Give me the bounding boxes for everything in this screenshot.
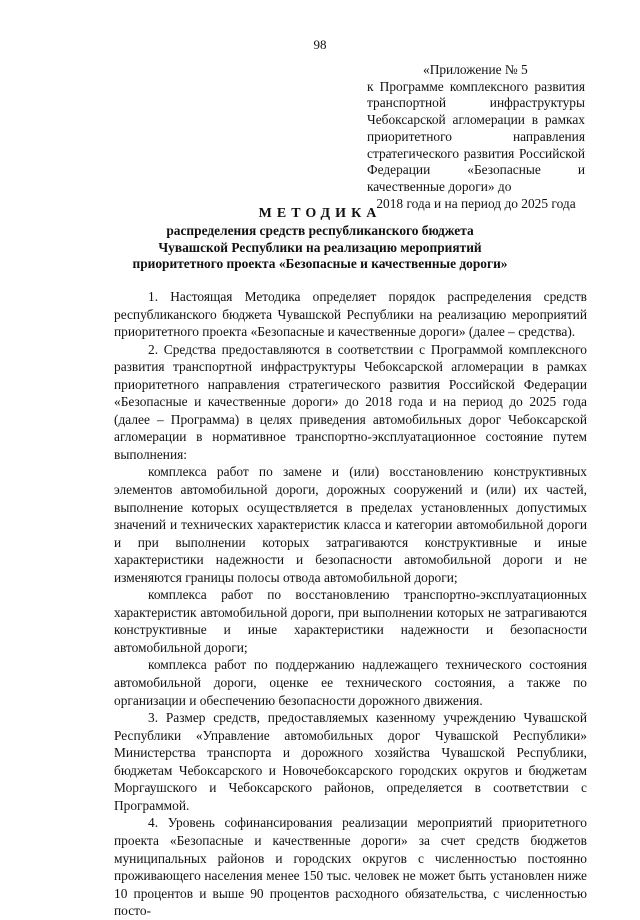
- appendix-text: к Программе комплексного развития транспортной инфраструктуры Чебоксарской агломерации в рамках приоритетного направления стратегического развития Российской Федерации «Безопасные и качественные дороги» до: [367, 78, 585, 194]
- subtitle-line-1: распределения средств республиканского бюджета: [166, 223, 474, 238]
- document-subtitle: [90, 223, 550, 273]
- paragraph-7: 4. Уровень софинансирования реализации мероприятий приоритетного проекта «Безопасные и качественные дороги» за счет средств бюджетов муниципальных районов и городских округов с численностью постоянно проживающего населения менее 150 тыс. человек не может быть установлен ниже 10 процентов и выше 90 процентов расходного обязательства, с численностью посто-: [114, 815, 587, 919]
- paragraph-6: 3. Размер средств, предоставляемых казенному учреждению Чувашской Республики «Управление автомобильных дорог Чувашской Республики» Министерства транспорта и дорожного хозяйства Чувашской Республики, бюджетам Чебоксарского и Новочебоксарского городских округов и бюджетам Моргаушского и Чебоксарского районов, определяется в соответствии с Программой.: [114, 710, 587, 813]
- paragraph-2: 2. Средства предоставляются в соответствии с Программой комплексного развития транспортной инфраструктуры Чебоксарской агломерации в рамках приоритетного направления стратегического развития Российской Федерации «Безопасные и качественные дороги» до 2018 года и на период до 2025 года (далее – Программа) в целях приведения автомобильных дорог Чебоксарской агломерации в нормативное транспортно-эксплуатационное состояние путем выполнения:: [114, 341, 587, 462]
- page-number: 98: [313, 37, 327, 52]
- paragraph-1: 1. Настоящая Методика определяет порядок распределения средств республиканского бюджета Чувашской Республики на реализацию мероприятий приоритетного проекта «Безопасные и качественные дороги» (далее – средства).: [114, 289, 587, 340]
- appendix-reference: [367, 62, 585, 212]
- paragraph-5: комплекса работ по поддержанию надлежащего технического состояния автомобильной дороги, оценке ее технического состояния, а также по организации и обеспечению безопасности дорожного движения.: [114, 657, 587, 708]
- subtitle-line-2: Чувашской Республики на реализацию мероприятий: [158, 239, 482, 255]
- appendix-title: «Приложение № 5: [423, 62, 528, 77]
- document-title: МЕТОДИКА: [258, 206, 382, 221]
- paragraph-3: комплекса работ по замене и (или) восстановлению конструктивных элементов автомобильной дороги, дорожных сооружений и (или) их частей, выполнение которых осуществляется в пределах установленных допустимых значений и технических характеристик класса и категории автомобильной дороги и при выполнении которых затрагиваются конструктивные и иные характеристики надежности и безопасности автомобильной дороги и не изменяются границы полосы отвода автомобильной дороги;: [114, 464, 587, 585]
- subtitle-line-3: приоритетного проекта «Безопасные и качественные дороги»: [132, 256, 508, 271]
- document-body: [114, 288, 587, 920]
- paragraph-4: комплекса работ по восстановлению транспортно-эксплуатационных характеристик автомобильной дороги, при выполнении которых не затрагиваются конструктивные и иные характеристики надежности и безопасности автомобильной дороги;: [114, 587, 587, 655]
- appendix-last-line: 2018 года и на период до 2025 года: [376, 195, 576, 211]
